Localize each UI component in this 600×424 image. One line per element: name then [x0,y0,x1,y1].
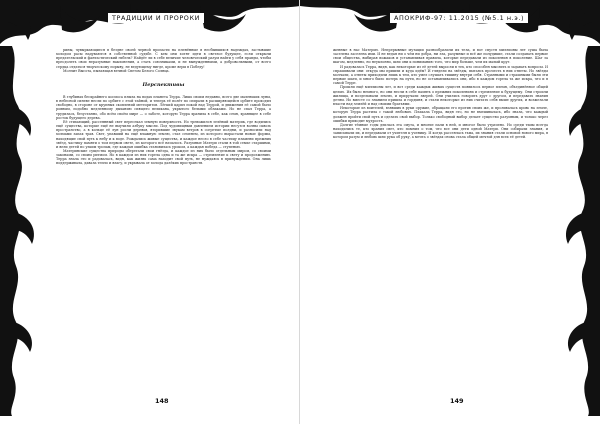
top-ornament-left [0,0,300,46]
right-page [300,0,600,424]
body-paragraph: И радовалась Терра, видя, как некоторые из её детей выросли в тех, кто способен мыслить и задавать вопросы. И спрашивали они: откуда мы пришли и куда идём? И глядели на звёзды, пытаясь прочесть в них ответы. Но звёзды молчали, а ответы приходили лишь к тем, кто умел слушать тишину внутри себя. Странными и страшными были эти первые шаги, и много было потерь на пути, но не останавливались они, ибо в каждом горела та же искра, что и в самой Терре. [333,64,548,86]
right-text-column [333,48,548,393]
top-ornament-right [300,0,600,46]
closing-line: Молчит Высота, пылающая вечной Светом Белого Солнца. [63,68,170,73]
left-text-column [56,48,271,393]
running-head-right: АПОКРИФ-97: 11.2015 (№5.1 н.э.) [390,13,528,23]
side-ornament-left [0,46,46,416]
side-ornament-right [554,46,600,416]
running-head-left: ТРАДИЦИИ И ПРОРОКИ [108,13,204,23]
body-paragraph: В глубинах бескрайнего космоса плыла на водах планета Терра. Лишь своим недавно, всего две маленьких луны, в небесной синеве несли по орбите с этой тайной, и теперь её полёт по спирали в расширяющейся орбите проходил свободно, в стороне от крупных скоплений метеоритов. Лёгкий царил покой над Террой, и движения её самой было ровным, подобно медленному дыханию спящего великана, укрытого белыми облаками. Но не спал Терра, а трудилась, безустанно, обо всём своём мире — о заботе, которую Терра хранила в себе, как семя, хранящее в себе росток будущего дерева. [56,94,271,120]
section-title: Перспективы [142,81,185,88]
page-number-right: 149 [447,397,467,405]
body-paragraph: женные в нас Матерью. Непрерывные мутации разнообразили их тела, и вот спустя миллионы лет суша была заселена заселена ими. И не ведая ни о чём ни добра, ни зла, разумные и всё же полудикие, стали создавать первые свои общества, выбирая вожаков и устанавливая правила, которые передавали из поколения в поколение. Шаг за шагом, медленно, но неуклонно, шли они к пониманию того, что мир больше, чем их малый круг. [333,48,548,65]
intro-paragraph: рины, чувырхающиеся в бездне своей черной пропасти на пленённые в несбывшихся надеждах, застывшие холодом расы надуваются в собственной судьбе. С кем они хотят идти в светлое будущее, если открыли предательский и фантастический гибель? Найдёт ли в себе величие человеческий разум найти у себя правды, чтобы преодолеть свои неразумные наклонения, а стать союзниками, и не вынужденными, а добровольными, от всего сердца отдаться творческому порыву, не ведующему нигде, кроме веры в Победу! [56,48,271,69]
body-paragraph: Прошли ещё миллионы лет, и вот среди каждых живых существ появилось первое племя, объединённое общей целью. Их было немного, но они несли в себе память о прежних поколениях и стремление к будущему. Они строили жилища, и возделывали землю, и приручали зверей. Они учились говорить друг с другом, и передавать знания детям. Но вместе со знанием пришла и гордыня, и стали некоторые из них считать себя выше других, и возжелали власти над землёй и над своими братьями. [333,85,548,107]
body-paragraph: Материнские существа природы оберегали свои гнёзда, и каждое из них было отдельным миром, со своими законами, со своим ритмом. Но в каждом из них горела одна и та же искра — стремление к свету и продолжению. Терра знала это и радовалась, видя, как жизнь сама находит свой путь, не нуждаясь в принуждении. Она лишь поддерживала, давала тепло и влагу, и укрывала от холода далёких пространств. [56,148,271,166]
body-paragraph: Некоторые из воителей, взявших в руки оружие, обращали его против своих же, и проливалась кровь на земле, которую Терра растила с такой любовью. Плакала Терра, видя это, но не вмешивалась, ибо знала, что каждый должен пройти свой путь и сделать свой выбор. Только свободный выбор делает существо разумным, и только через ошибки приходит мудрость. [333,106,548,123]
body-paragraph: Долгие тёмные годы длилась эта смута, и многие пали в ней, и многое было утрачено. Но среди тьмы всегда находились те, кто хранил свет, кто помнил о том, что все они дети одной Матери. Они собирали знания, и записывали их, и передавали от учителя к ученику. И когда рассеялась тьма, их знания стали основой нового мира, в котором разум и любовь шли рука об руку, а мечта о звёздах снова стала общей мечтой для всех её детей. [333,122,548,140]
page-number-left: 148 [152,397,172,405]
body-paragraph: Её стихающий, рассеянный свет пересекал земную поверхность. Но тревожился зелёный материк, где водились ещё существа, которые ещё не выучили азбуку мысли. Под чудовищным давлением истории несутся волны сквозь пространство, а в кольце её лун росли деревья, вторившие звукам ветров в согретые полдни, и разносили над холмами запах трав. Свет, упавший на ещё влажную землю, стал семенем, из которого вырастали новые формы, находящие свой путь к небу и к воде. Рождались живые существа, и каждое несло в себе частицу пламени прежних звёзд, частицу памяти о том первом свете, из которого всё началось. Разумные Матери стали в той семье старшими, и вели детей по узким тропам, где каждая ошибка становилась уроком, а каждая победа — ступенью. [56,119,271,149]
